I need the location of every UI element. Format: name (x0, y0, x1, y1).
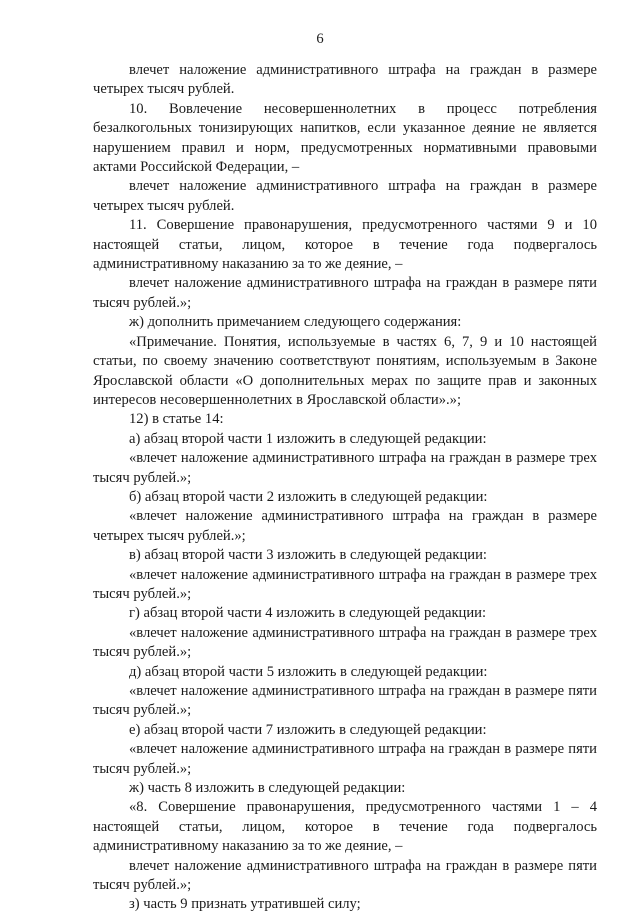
paragraph: влечет наложение административного штрафа на граждан в размере четырех тысяч рублей. (93, 62, 597, 98)
paragraph: е) абзац второй части 7 изложить в следующей редакции: (129, 721, 487, 738)
paragraph: а) абзац второй части 1 изложить в следующей редакции: (129, 430, 487, 447)
paragraph: з) часть 9 признать утратившей силу; (129, 896, 361, 913)
paragraph: «влечет наложение административного штрафа на граждан в размере трех тысяч рублей.»; (93, 624, 597, 661)
paragraph: ж) дополнить примечанием следующего содержания: (129, 314, 462, 331)
paragraph: «Примечание. Понятия, используемые в частях 6, 7, 9 и 10 настоящей статьи, по своему значению соответствуют понятиям, используемым в Законе Ярославской области «О дополнительных мерах по защите прав и законных интересов несовершеннолетних в Ярославской области».»; (93, 333, 597, 408)
paragraph: 12) в статье 14: (129, 411, 224, 428)
paragraph: «влечет наложение административного штрафа на граждан в размере пяти тысяч рублей.»; (93, 741, 597, 777)
paragraph: влечет наложение административного штрафа на граждан в размере пяти тысяч рублей.»; (93, 857, 597, 894)
paragraph: г) абзац второй части 4 изложить в следующей редакции: (129, 605, 487, 622)
paragraph: «8. Совершение правонарушения, предусмотренного частями 1 – 4 настоящей статьи, лицом, которое в течение года подвергалось административному наказанию за то же деяние, – (93, 799, 597, 855)
paragraph: 10. Вовлечение несовершеннолетних в процесс потребления безалкогольных тонизирующих напитков, если указанное деяние не является нарушением правил и норм, предусмотренных нормативными правовыми актами Российской Федерации, – (93, 100, 597, 176)
page-number: 6 (316, 31, 324, 47)
paragraph: в) абзац второй части 3 изложить в следующей редакции: (129, 547, 487, 564)
paragraph: «влечет наложение административного штрафа на граждан в размере пяти тысяч рублей.»; (93, 683, 597, 719)
document-body (93, 61, 597, 915)
paragraph: влечет наложение административного штрафа на граждан в размере пяти тысяч рублей.»; (93, 275, 597, 311)
paragraph: 11. Совершение правонарушения, предусмотренного частями 9 и 10 настоящей статьи, лицом, которое в течение года подвергалось административному наказанию за то же деяние, – (93, 217, 597, 273)
paragraph: «влечет наложение административного штрафа на граждан в размере трех тысяч рублей.»; (93, 566, 597, 602)
paragraph: д) абзац второй части 5 изложить в следующей редакции: (129, 663, 488, 680)
paragraph: влечет наложение административного штрафа на граждан в размере четырех тысяч рублей. (93, 178, 597, 214)
paragraph: «влечет наложение административного штрафа на граждан в размере четырех тысяч рублей.»; (93, 508, 597, 544)
paragraph: «влечет наложение административного штрафа на граждан в размере трех тысяч рублей.»; (93, 450, 597, 486)
paragraph: ж) часть 8 изложить в следующей редакции: (129, 780, 406, 797)
paragraph: б) абзац второй части 2 изложить в следующей редакции: (129, 488, 488, 505)
